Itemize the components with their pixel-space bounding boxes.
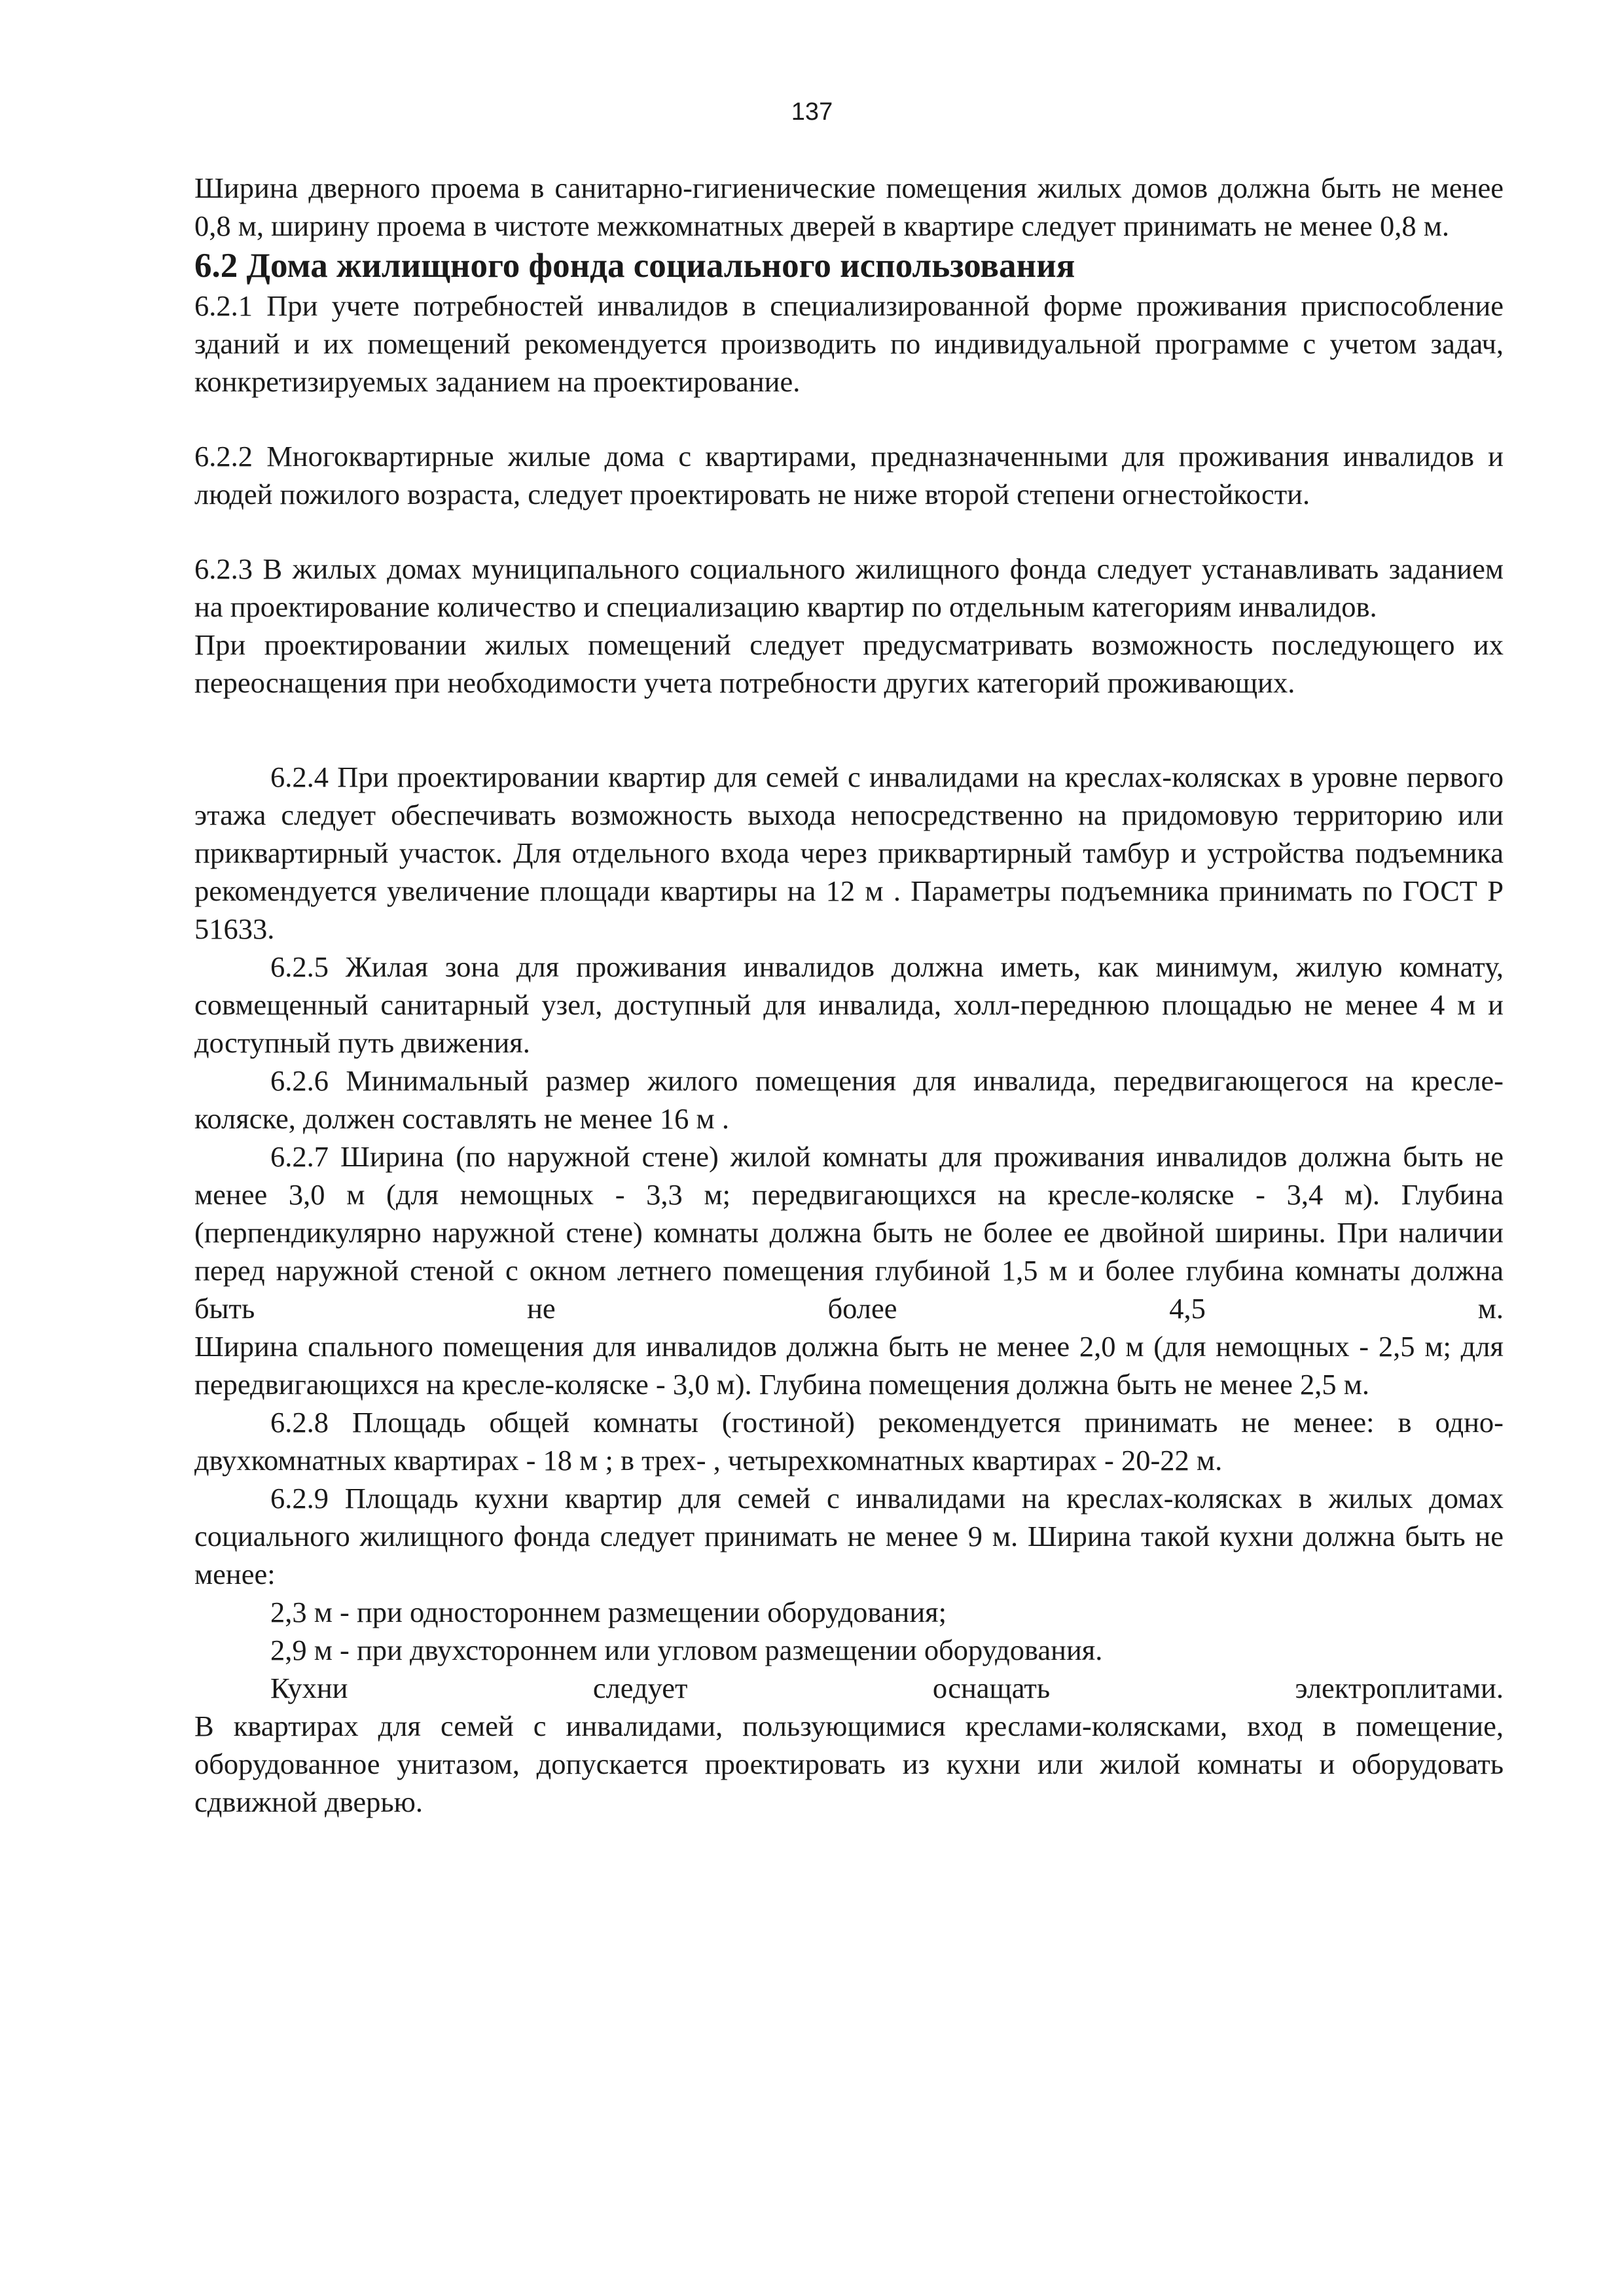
paragraph-6-2-9: 6.2.9 Площадь кухни квартир для семей с инвалидами на креслах-колясках в жилых домах социального жилищного фонда следует принимать не менее 9 м. Ширина такой кухни должна быть не менее: (194, 1482, 1504, 1590)
paragraph-bedroom-width: Ширина спального помещения для инвалидов должна быть не менее 2,0 м (для немощных - 2,5 м; для передвигающихся на кресле-коляске - 3,0 м). Глубина помещения должна быть не менее 2,5 м. (194, 1330, 1504, 1401)
paragraph-6-2-3-design: При проектировании жилых помещений следует предусматривать возможность последующего их переоснащения при необходимости учета потребности других категорий проживающих. (194, 628, 1504, 699)
paragraph-6-2-2: 6.2.2 Многоквартирные жилые дома с квартирами, предназначенными для проживания инвалидов и людей пожилого возраста, следует проектировать не ниже второй степени огнестойкости. (194, 440, 1504, 511)
paragraph-6-2-3: 6.2.3 В жилых домах муниципального социального жилищного фонда следует устанавливать заданием на проектирование количество и специализацию квартир по отдельным категориям инвалидов. (194, 552, 1504, 623)
paragraph-6-2-7: 6.2.7 Ширина (по наружной стене) жилой комнаты для проживания инвалидов должна быть не менее 3,0 м (для немощных - 3,3 м; передвигающихся на кресле-коляске - 3,4 м). Глубина (перпендикулярно наружной стене) комнаты должна быть не более ее двойной ширины. При наличии перед наружной стеной с окном летнего помещения глубиной 1,5 м и более глубина комнаты должна быть не более 4,5 м. (194, 1140, 1504, 1325)
list-item-one-sided: 2,3 м - при одностороннем размещении оборудования; (270, 1596, 947, 1628)
paragraph-door-width: Ширина дверного проема в санитарно-гигиенические помещения жилых домов должна быть не менее 0,8 м, ширину проема в чистоте межкомнатных дверей в квартире следует принимать не менее 0,8 м. (194, 171, 1504, 242)
page-number: 137 (791, 98, 833, 126)
paragraph-6-2-8: 6.2.8 Площадь общей комнаты (гостиной) рекомендуется принимать не менее: в одно-двухкомнатных квартирах - 18 м ; в трех- , четырехкомнатных квартирах - 20-22 м. (194, 1406, 1504, 1477)
paragraph-wc-entrance: В квартирах для семей с инвалидами, пользующимися креслами-колясками, вход в помещение, оборудованное унитазом, допускается проектировать из кухни или жилой комнаты и оборудовать сдвижной дверью. (194, 1710, 1504, 1818)
paragraph-6-2-1: 6.2.1 При учете потребностей инвалидов в специализированной форме проживания приспособление зданий и их помещений рекомендуется производить по индивидуальной программе с учетом задач, конкретизируемых заданием на проектирование. (194, 289, 1504, 398)
paragraph-6-2-6: 6.2.6 Минимальный размер жилого помещения для инвалида, передвигающегося на кресле-коляске, должен составлять не менее 16 м . (194, 1064, 1504, 1135)
paragraph-6-2-4: 6.2.4 При проектировании квартир для семей с инвалидами на креслах-колясках в уровне первого этажа следует обеспечивать возможность выхода непосредственно на придомовую территорию или приквартирный участок. Для отдельного входа через приквартирный тамбур и устройства подъемника рекомендуется увеличение площади квартиры на 12 м . Параметры подъемника принимать по ГОСТ Р 51633. (194, 761, 1504, 945)
list-item-two-sided: 2,9 м - при двухстороннем или угловом размещении оборудования. (270, 1634, 1103, 1666)
paragraph-6-2-5: 6.2.5 Жилая зона для проживания инвалидов должна иметь, как минимум, жилую комнату, совмещенный санитарный узел, доступный для инвалида, холл-переднюю площадью не менее 4 м и доступный путь движения. (194, 950, 1504, 1059)
paragraph-kitchen-stoves: Кухни следует оснащать электроплитами. (270, 1672, 1504, 1704)
section-heading-6-2: 6.2 Дома жилищного фонда социального использования (194, 247, 1075, 285)
page-content (194, 169, 1504, 1821)
